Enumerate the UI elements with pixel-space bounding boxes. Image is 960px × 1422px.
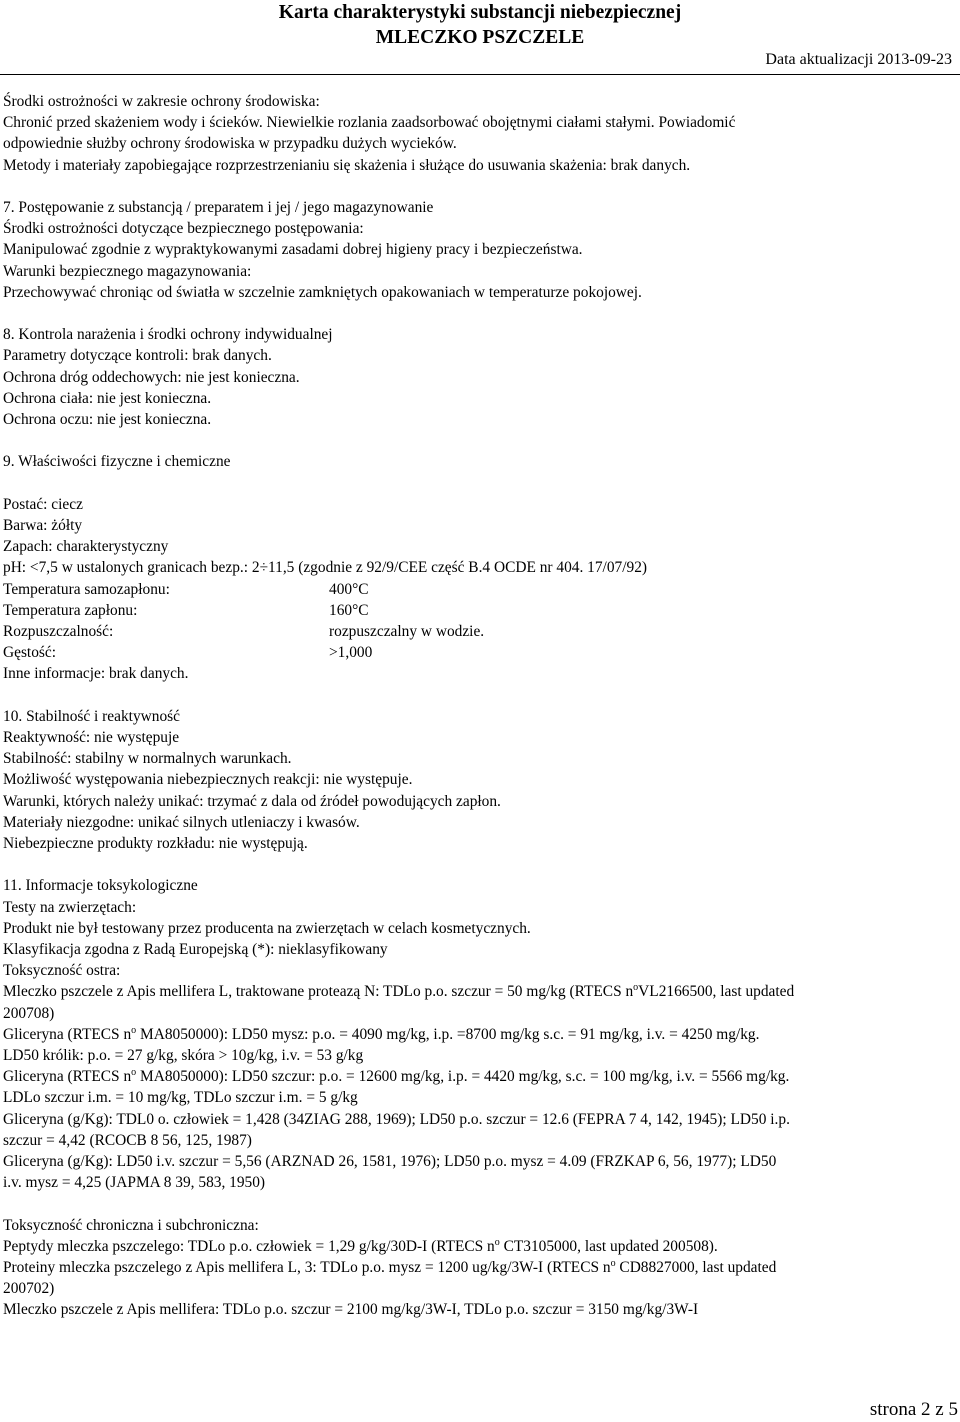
s10-line: Niebezpieczne produkty rozkładu: nie występują. xyxy=(3,835,308,853)
entry-text: VL2166500, last updated xyxy=(638,983,795,1001)
toxicity-entry xyxy=(3,1066,958,1087)
toxicity-entry: i.v. mysz = 4,25 (JAPMA 8 39, 583, 1950) xyxy=(3,1174,266,1192)
section-11-title: 11. Informacje toksykologiczne xyxy=(3,877,198,895)
acute-toxicity-label: Toksyczność ostra: xyxy=(3,962,121,980)
s7-line: Przechowywać chroniąc od światła w szczelnie zamkniętych opakowaniach w temperaturze pokojowej. xyxy=(3,283,642,301)
property-row xyxy=(3,642,958,663)
entry-text: MA8050000): LD50 szczur: p.o. = 12600 mg/kg, i.p. = 4420 mg/kg, s.c. = 100 mg/kg, i.v. = 5566 mg/kg. xyxy=(136,1068,790,1086)
toxicity-entry: 200708) xyxy=(3,1004,55,1022)
animal-tests-text: Produkt nie był testowany przez producenta na zwierzętach w celach kosmetycznych. xyxy=(3,919,531,937)
s7-line: Środki ostrożności dotyczące bezpiecznego postępowania: xyxy=(3,220,364,238)
page-number: strona 2 z 5 xyxy=(869,1399,958,1420)
toxicity-entry: LD50 królik: p.o. = 27 g/kg, skóra > 10g/kg, i.v. = 53 g/kg xyxy=(3,1047,364,1065)
env-text: odpowiednie służby ochrony środowiska w przypadku dużych wycieków. xyxy=(3,135,457,153)
degree-sup: o xyxy=(610,1258,616,1270)
color-property: Barwa: żółty xyxy=(3,517,83,534)
degree-sup: o xyxy=(494,1236,500,1248)
section-8-title: 8. Kontrola narażenia i środki ochrony indywidualnej xyxy=(3,326,333,344)
s8-line: Ochrona ciała: nie jest konieczna. xyxy=(3,389,212,407)
env-text: Chronić przed skażeniem wody i ścieków. Niewielkie rozlania zaadsorbować obojętnymi ciałami stałymi. Powiadomić xyxy=(3,114,736,132)
toxicity-entry: 200702) xyxy=(3,1280,55,1298)
s10-line: Stabilność: stabilny w normalnych warunkach. xyxy=(3,750,292,768)
header-divider xyxy=(0,74,960,75)
s10-line: Materiały niezgodne: unikać silnych utleniaczy i kwasów. xyxy=(3,813,360,831)
classification: Klasyfikacja zgodna z Radą Europejską (*): nieklasyfikowany xyxy=(3,941,388,959)
property-value: 400°C xyxy=(329,580,369,598)
chronic-toxicity-label: Toksyczność chroniczna i subchroniczna: xyxy=(3,1216,259,1234)
animal-tests-label: Testy na zwierzętach: xyxy=(3,898,137,916)
entry-text: Mleczko pszczele z Apis mellifera L, traktowane proteazą N: TDLo p.o. szczur = 50 mg/kg (RTECS n xyxy=(3,983,634,1001)
entry-text: MA8050000): LD50 mysz: p.o. = 4090 mg/kg, i.p. =8700 mg/kg s.c. = 91 mg/kg, i.v. = 4250 mg/kg. xyxy=(136,1025,760,1043)
property-value: >1,000 xyxy=(329,644,373,662)
odor-property: Zapach: charakterystyczny xyxy=(3,538,169,556)
entry-text: CT3105000, last updated 200508). xyxy=(499,1237,718,1255)
toxicity-entry xyxy=(3,1024,958,1045)
property-row xyxy=(3,579,958,600)
property-label: Gęstość: xyxy=(3,644,57,662)
toxicity-entry xyxy=(3,981,958,1002)
toxicity-entry: LDLo szczur i.m. = 10 mg/kg, TDLo szczur i.m. = 5 g/kg xyxy=(3,1089,358,1107)
s7-line: Warunki bezpiecznego magazynowania: xyxy=(3,262,252,280)
product-name: MLECZKO PSZCZELE xyxy=(375,27,585,48)
degree-sup: o xyxy=(131,1067,137,1079)
entry-text: CD8827000, last updated xyxy=(615,1259,777,1277)
form-property: Postać: ciecz xyxy=(3,495,83,513)
toxicity-entry: Gliceryna (g/Kg): TDL0 o. człowiek = 1,428 (34ZIAG 288, 1969); LD50 p.o. szczur = 12.6 (FEPRA 7 4, 142, 1945); LD50 i.p. xyxy=(3,1110,790,1128)
property-row xyxy=(3,600,958,621)
property-value: rozpuszczalny w wodzie. xyxy=(329,623,485,641)
property-value: 160°C xyxy=(329,601,369,619)
entry-text: Gliceryna (RTECS n xyxy=(3,1068,132,1086)
section-7-title: 7. Postępowanie z substancją / preparatem i jej / jego magazynowanie xyxy=(3,199,434,216)
toxicity-entry: szczur = 4,42 (RCOCB 8 56, 125, 1987) xyxy=(3,1131,252,1149)
toxicity-entry xyxy=(3,1236,958,1257)
property-label: Temperatura samozapłonu: xyxy=(3,580,170,598)
degree-sup: o xyxy=(131,1024,137,1036)
env-heading: Środki ostrożności w zakresie ochrony środowiska: xyxy=(3,93,320,110)
property-label: Rozpuszczalność: xyxy=(3,623,114,641)
other-info: Inne informacje: brak danych. xyxy=(3,665,189,683)
s7-line: Manipulować zgodnie z wypraktykowanymi zasadami dobrej higieny pracy i bezpieczeństwa. xyxy=(3,241,583,259)
s8-line: Ochrona dróg oddechowych: nie jest konieczna. xyxy=(3,368,300,386)
entry-text: Proteiny mleczka pszczelego z Apis mellifera L, 3: TDLo p.o. mysz = 1200 ug/kg/3W-I (RTECS n xyxy=(3,1259,611,1277)
ph-property: pH: <7,5 w ustalonych granicach bezp.: 2÷11,5 (zgodnie z 92/9/CEE część B.4 OCDE nr 404. 17/07/92) xyxy=(3,559,648,577)
property-row xyxy=(3,621,958,642)
degree-sup: o xyxy=(633,982,639,994)
env-methods: Metody i materiały zapobiegające rozprzestrzenianiu się skażenia i służące do usuwania skażenia: brak danych. xyxy=(3,156,691,174)
s8-line: Ochrona oczu: nie jest konieczna. xyxy=(3,411,212,429)
s10-line: Możliwość występowania niebezpiecznych reakcji: nie występuje. xyxy=(3,771,413,789)
toxicity-entry xyxy=(3,1257,958,1278)
s10-line: Warunki, których należy unikać: trzymać z dala od źródeł powodujących zapłon. xyxy=(3,792,501,810)
document-title: Karta charakterystyki substancji niebezpiecznej xyxy=(278,2,682,23)
section-10-title: 10. Stabilność i reaktywność xyxy=(3,707,180,725)
s8-line: Parametry dotyczące kontroli: brak danych. xyxy=(3,347,272,365)
s10-line: Reaktywność: nie występuje xyxy=(3,729,180,747)
property-label: Temperatura zapłonu: xyxy=(3,601,138,619)
toxicity-entry: Gliceryna (g/Kg): LD50 i.v. szczur = 5,56 (ARZNAD 26, 1581, 1976); LD50 p.o. mysz = 4.09 (FRZKAP 6, 56, 1977); LD50 xyxy=(3,1153,777,1171)
toxicity-entry: Mleczko pszczele z Apis mellifera: TDLo p.o. szczur = 2100 mg/kg/3W-I, TDLo p.o. szczur = 3150 mg/kg/3W-I xyxy=(3,1301,699,1319)
section-9-title: 9. Właściwości fizyczne i chemiczne xyxy=(3,453,231,471)
entry-text: Peptydy mleczka pszczelego: TDLo p.o. człowiek = 1,29 g/kg/30D-I (RTECS n xyxy=(3,1237,495,1255)
update-date: Data aktualizacji 2013-09-23 xyxy=(765,51,952,68)
entry-text: Gliceryna (RTECS n xyxy=(3,1025,132,1043)
document-body xyxy=(3,91,958,1321)
